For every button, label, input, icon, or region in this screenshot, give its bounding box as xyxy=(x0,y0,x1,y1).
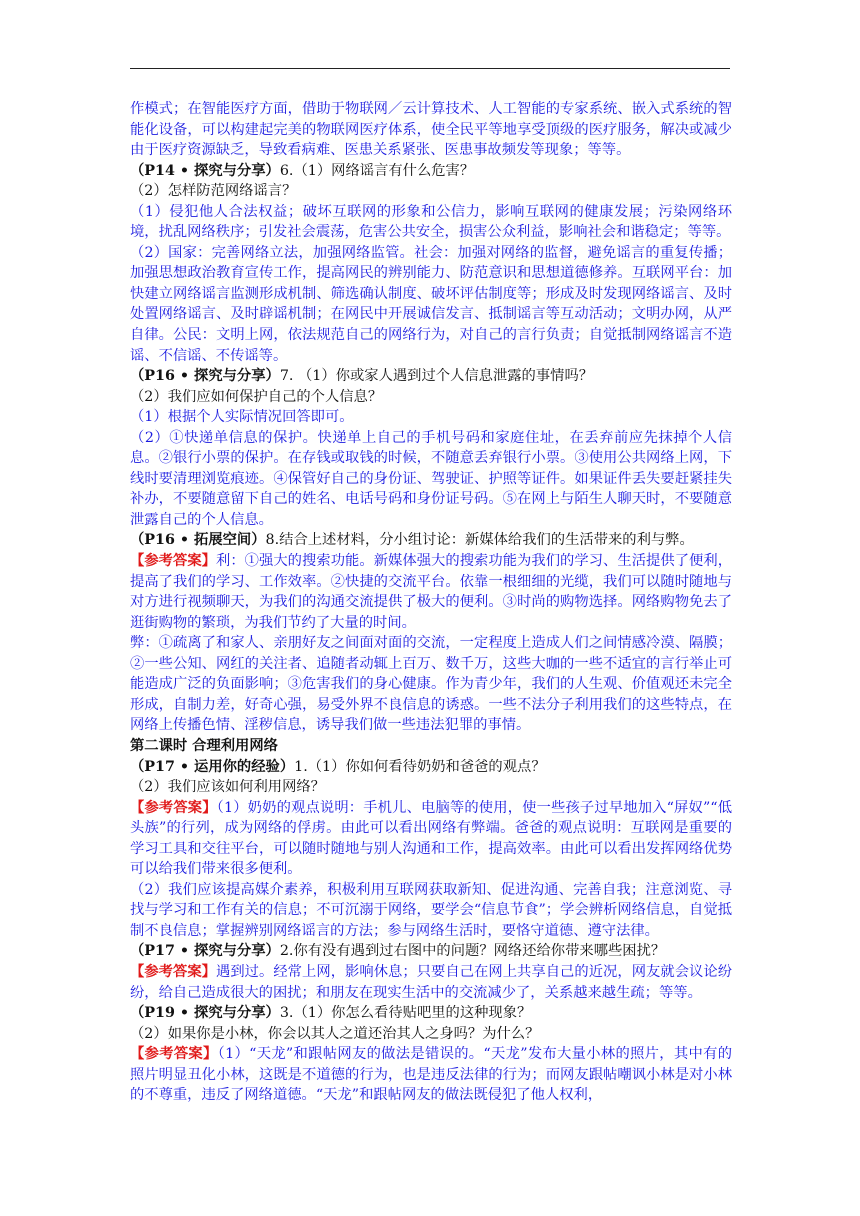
answer-p14-2 xyxy=(130,243,732,366)
section-heading xyxy=(130,736,732,757)
question-p16-2 xyxy=(130,387,732,408)
question-label: 第二课时 合理利用网络 xyxy=(130,737,278,754)
text-run: 1.（1）你如何看待奶奶和爸爸的观点？ xyxy=(294,758,546,775)
answer-p14-1 xyxy=(130,202,732,243)
text-run: 3.（1）你怎么看待贴吧里的这种现象？ xyxy=(279,1005,532,1022)
question-label: （P19 • 探究与分享） xyxy=(130,1005,280,1022)
answer-p16-benefit xyxy=(130,551,732,633)
text-run: （1）侵犯他人合法权益；破坏互联网的形象和公信力，影响互联网的健康发展；污染网络环境，扰乱网络秩序；引发社会震荡，危害公共安全，损害公众利益，影响社会和谐稳定；等等。 xyxy=(130,203,732,241)
text-run: 利：①强大的搜索功能。新媒体强大的搜索功能为我们的学习、生活提供了便利，提高了我们的学习、工作效率。②快捷的交流平台。依靠一根细细的光缆，我们可以随时随地与对方进行视频聊天，为我们的沟通交流提供了极大的便利。③时尚的购物选择。网络购物免去了逛街购物的繁琐，为我们节约了大量的时间。 xyxy=(130,553,733,631)
answer-label: 【参考答案】 xyxy=(130,553,217,570)
answer-label: 【参考答案】 xyxy=(130,799,217,816)
question-p16 xyxy=(130,366,732,387)
text-run: 作模式；在智能医疗方面，借助于物联网／云计算技术、人工智能的专家系统、嵌入式系统的智能化设备，可以构建起完美的物联网医疗体系，使全民平等地享受顶级的医疗服务，解决或减少由于医疗资源缺乏，导致看病难、医患关系紧张、医患事故频发等现象；等等。 xyxy=(130,101,732,159)
question-p17-2 xyxy=(130,777,732,798)
question-p14 xyxy=(130,161,732,182)
text-run: 7. （1）你或家人遇到过个人信息泄露的事情吗？ xyxy=(279,368,594,385)
text-run: （2）①快递单信息的保护。快递单上自己的手机号码和家庭住址，在丢弃前应先抹掉个人信息。②银行小票的保护。在存钱或取钱的时候，不随意丢弃银行小票。③使用公共网络上网，下线时要清理浏览痕迹。④保管好自己的身份证、驾驶证、护照等证件。如果证件丢失要赶紧挂失补办，不要随意留下自己的姓名、电话号码和身份证号码。⑤在网上与陌生人聊天时，不要随意泄露自己的个人信息。 xyxy=(130,429,732,528)
question-p16-expand xyxy=(130,530,732,551)
text-run: （2）我们应如何保护自己的个人信息？ xyxy=(130,388,383,405)
question-label: （P16 • 拓展空间） xyxy=(130,532,266,549)
question-p14-2 xyxy=(130,181,732,202)
question-p17-share xyxy=(130,941,732,962)
question-label: （P14 • 探究与分享） xyxy=(130,162,280,179)
question-p19-2 xyxy=(130,1024,732,1045)
text-run: （1）“天龙”和跟帖网友的做法是错误的。“天龙”发布大量小林的照片，其中有的照片明显丑化小林，这既是不道德的行为，也是违反法律的行为；而网友跟帖嘲讽小林是对小林的不尊重，违反了网络道德。“天龙”和跟帖网友的做法既侵犯了他人权利， xyxy=(130,1046,733,1104)
text-run: 遇到过。经常上网，影响休息；只要自己在网上共享自己的近况，网友就会议论纷纷，给自己造成很大的困扰；和朋友在现实生活中的交流减少了，关系越来越生疏；等等。 xyxy=(130,963,733,1001)
question-label: （P16 • 探究与分享） xyxy=(130,368,280,385)
text-run: （2）国家：完善网络立法，加强网络监管。社会：加强对网络的监督，避免谣言的重复传播；加强思想政治教育宣传工作，提高网民的辨别能力、防范意识和思想道德修养。互联网平台：加快建立网络谣言监测形成机制、筛选确认制度、破坏评估制度等；形成及时发现网络谣言、及时处置网络谣言、及时辟谣机制；在网民中开展诚信发言、抵制谣言等互动活动；文明办网，从严自律。公民：文明上网，依法规范自己的网络行为，对自己的言行负责；自觉抵制网络谣言不造谣、不信谣、不传谣等。 xyxy=(130,244,732,364)
text-run: （2）怎样防范网络谣言？ xyxy=(130,183,297,200)
answer-label: 【参考答案】 xyxy=(130,1046,218,1063)
document-body xyxy=(130,99,732,1106)
answer-medical xyxy=(130,99,732,161)
text-run: 2.你有没有遇到过右图中的问题？网络还给你带来哪些困扰？ xyxy=(279,943,666,960)
text-run: 8.结合上述材料，分小组讨论：新媒体给我们的生活带来的利与弊。 xyxy=(265,532,694,549)
text-run: （2）如果你是小林，你会以其人之道还治其人之身吗？为什么？ xyxy=(130,1025,540,1042)
text-run: 6.（1）网络谣言有什么危害？ xyxy=(279,162,475,179)
answer-p17-share xyxy=(130,962,732,1003)
question-label: （P17 • 探究与分享） xyxy=(130,943,280,960)
answer-p16-1 xyxy=(130,407,732,428)
answer-p16-2 xyxy=(130,428,732,531)
text-run: （1）根据个人实际情况回答即可。 xyxy=(130,409,354,426)
answer-p17-2 xyxy=(130,880,732,942)
question-label: （P17 • 运用你的经验） xyxy=(130,758,295,775)
answer-p17-1 xyxy=(130,798,732,880)
text-run: 弊：①疏离了和家人、亲朋好友之间面对面的交流，一定程度上造成人们之间情感冷漠、隔膜；②一些公知、网红的关注者、追随者动辄上百万、数千万，这些大咖的一些不适宜的言行举止可能造成广泛的负面影响；③危害我们的身心健康。作为青少年，我们的人生观、价值观还未完全形成，自制力差，好奇心强，易受外界不良信息的诱惑。一些不法分子利用我们的这些特点，在网络上传播色情、淫秽信息，诱导我们做一些违法犯罪的事情。 xyxy=(130,635,732,734)
answer-p19 xyxy=(130,1044,732,1106)
question-p19 xyxy=(130,1003,732,1024)
question-p17 xyxy=(130,757,732,778)
answer-p16-harm xyxy=(130,633,732,736)
header-rule xyxy=(130,68,730,69)
text-run: （2）我们应该如何利用网络？ xyxy=(130,779,325,796)
text-run: （1）奶奶的观点说明：手机儿、电脑等的使用，使一些孩子过早地加入“屏奴”“低头族”的行列，成为网络的俘虏。由此可以看出网络有弊端。爸爸的观点说明：互联网是重要的学习工具和交往平台，可以随时随地与别人沟通和工作，提高效率。由此可以看出发挥网络优势可以给我们带来很多便利。 xyxy=(130,799,733,878)
answer-label: 【参考答案】 xyxy=(130,963,217,980)
text-run: （2）我们应该提高媒介素养，积极利用互联网获取新知、促进沟通、完善自我；注意浏览、寻找与学习和工作有关的信息；不可沉溺于网络，要学会“信息节食”；学会辨析网络信息，自觉抵制不良信息；掌握辨别网络谣言的方法；参与网络生活时，要恪守道德、遵守法律。 xyxy=(130,881,732,939)
